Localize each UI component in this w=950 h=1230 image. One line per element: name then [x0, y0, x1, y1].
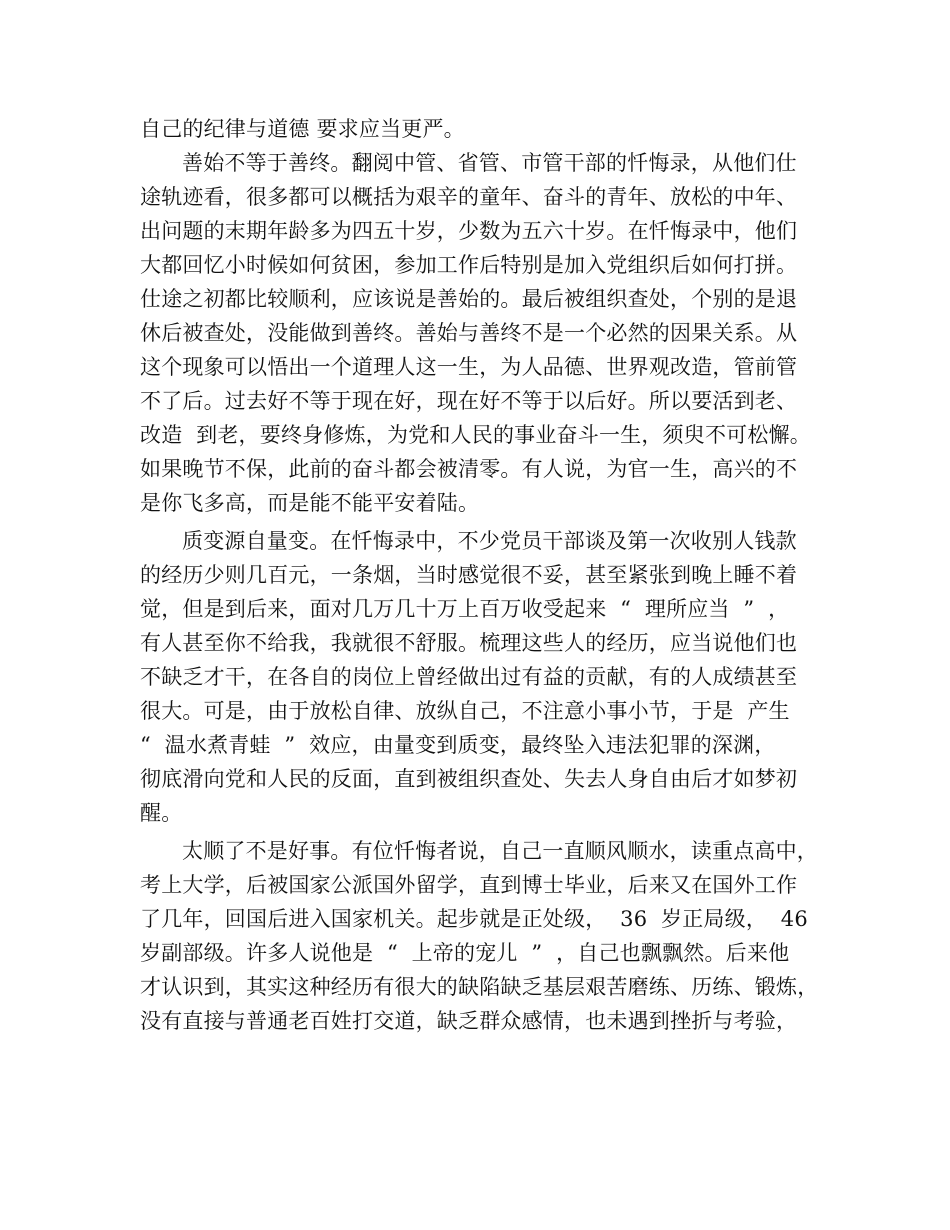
- text-line: 没有直接与普通老百姓打交道，缺乏群众感情，也未遇到挫折与考验，: [140, 1009, 798, 1033]
- text-line: 考上大学，后被国家公派国外留学，直到博士毕业，后来又在国外工作: [140, 873, 798, 897]
- text-line: 大都回忆小时候如何贫困，参加工作后特别是加入党组织后如何打拼。: [140, 253, 798, 277]
- text-line: 自己的纪律与道德 要求应当更严。: [140, 117, 465, 141]
- text-line: 很大。可是，由于放松自律、放纵自己，不注意小事小节，于是 产生: [140, 699, 790, 723]
- text-line: 了几年，回国后进入国家机关。起步就是正处级， 36 岁正局级， 46: [140, 907, 808, 931]
- text-line: 有人甚至你不给我，我就很不舒服。梳理这些人的经历，应当说他们也: [140, 631, 798, 655]
- text-line: 不了后。过去好不等于现在好，现在好不等于以后好。所以要活到老、: [140, 389, 798, 413]
- text-line: 是你飞多高，而是能不能平安着陆。: [140, 491, 480, 515]
- paragraph-start-line: 太顺了不是好事。有位忏悔者说，自己一直顺风顺水，读重点高中，: [182, 839, 818, 863]
- text-line: 的经历少则几百元，一条烟，当时感觉很不妥，甚至紧张到晚上睡不着: [140, 563, 798, 587]
- text-line: 休后被查处，没能做到善终。善始与善终不是一个必然的因果关系。从: [140, 321, 798, 345]
- text-line: 醒。: [140, 801, 183, 825]
- text-line: 仕途之初都比较顺利，应该说是善始的。最后被组织查处，个别的是退: [140, 287, 798, 311]
- text-line: 改造 到老，要终身修炼，为党和人民的事业奋斗一生，须臾不可松懈。: [140, 423, 811, 447]
- text-line: 途轨迹看，很多都可以概括为艰辛的童年、奋斗的青年、放松的中年、: [140, 185, 798, 209]
- paragraph-start-line: 善始不等于善终。翻阅中管、省管、市管干部的忏悔录，从他们仕: [182, 151, 797, 175]
- text-line: 彻底滑向党和人民的反面，直到被组织查处、失去人身自由后才如梦初: [140, 767, 798, 791]
- text-line: 才认识到，其实这种经历有很大的缺陷缺乏基层艰苦磨练、历练、锻炼，: [140, 975, 819, 999]
- text-line: 出问题的末期年龄多为四五十岁，少数为五六十岁。在忏悔录中，他们: [140, 219, 798, 243]
- text-line: 这个现象可以悟出一个道理人这一生，为人品德、世界观改造，管前管: [140, 355, 798, 379]
- paragraph-start-line: 质变源自量变。在忏悔录中，不少党员干部谈及第一次收别人钱款: [182, 529, 797, 553]
- text-line: 觉，但是到后来，面对几万几十万上百万收受起来 “ 理所应当 ” ，: [140, 597, 790, 621]
- text-line: 不缺乏才干，在各自的岗位上曾经做出过有益的贡献，有的人成绩甚至: [140, 665, 798, 689]
- text-line: 岁副部级。许多人说他是 “ 上帝的宠儿 ” ，自己也飘飘然。后来他: [140, 941, 790, 965]
- text-line: 如果晚节不保，此前的奋斗都会被清零。有人说，为官一生，高兴的不: [140, 457, 798, 481]
- text-line: “ 温水煮青蛙 ” 效应，由量变到质变，最终坠入违法犯罪的深渊，: [140, 733, 776, 757]
